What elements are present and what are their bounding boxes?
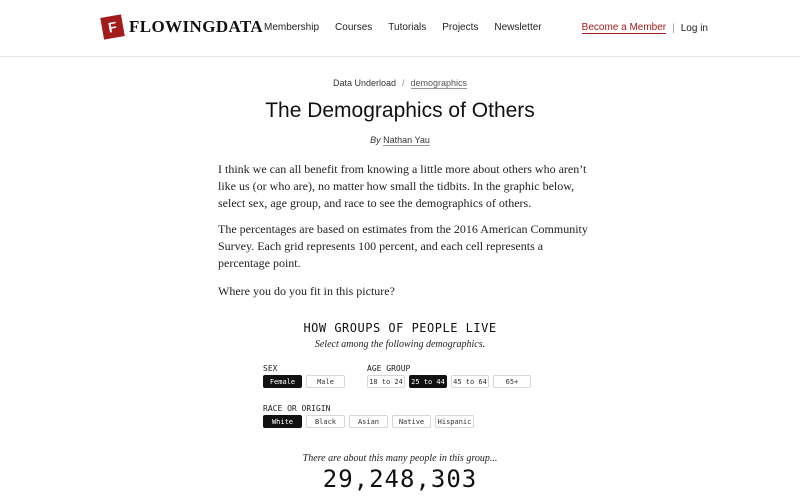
logo-mark-icon: F bbox=[100, 14, 125, 39]
age-option-65-plus[interactable]: 65+ bbox=[493, 375, 531, 388]
method-paragraph: The percentages are based on estimates from the 2016 American Community Survey. Each grid represents 100 percent, and each cell represents a percentage point. bbox=[218, 222, 588, 270]
nav-courses[interactable]: Courses bbox=[335, 22, 373, 33]
population-count-label: There are about this many people in this group... bbox=[302, 453, 498, 464]
race-option-asian[interactable]: Asian bbox=[349, 415, 388, 428]
race-option-native[interactable]: Native bbox=[392, 415, 431, 428]
nav-membership[interactable]: Membership bbox=[264, 22, 320, 33]
race-option-white[interactable]: White bbox=[263, 415, 302, 428]
nav-tutorials[interactable]: Tutorials bbox=[388, 22, 427, 33]
age-group-options bbox=[367, 375, 531, 388]
main-nav bbox=[264, 22, 542, 33]
sex-label: SEX bbox=[263, 364, 278, 373]
viz-title: HOW GROUPS OF PEOPLE LIVE bbox=[303, 321, 497, 335]
breadcrumb-separator: / bbox=[402, 78, 405, 88]
sex-option-female[interactable]: Female bbox=[263, 375, 302, 388]
login-link[interactable]: Log in bbox=[680, 22, 708, 34]
age-option-45-64[interactable]: 45 to 64 bbox=[451, 375, 489, 388]
logo-text: FLOWINGDATA bbox=[129, 17, 264, 36]
age-group-label: AGE GROUP bbox=[367, 364, 411, 373]
age-option-25-44[interactable]: 25 to 44 bbox=[409, 375, 447, 388]
site-logo[interactable] bbox=[102, 16, 263, 38]
byline-prefix: By bbox=[370, 135, 381, 145]
question-paragraph: Where you do you fit in this picture? bbox=[218, 284, 395, 298]
population-count: 29,248,303 bbox=[322, 465, 478, 493]
sex-options bbox=[263, 375, 345, 388]
byline bbox=[0, 135, 800, 145]
sex-option-male[interactable]: Male bbox=[306, 375, 345, 388]
link-separator: | bbox=[672, 22, 675, 34]
age-option-18-24[interactable]: 18 to 24 bbox=[367, 375, 405, 388]
top-navigation-bar bbox=[0, 0, 800, 57]
race-option-hispanic[interactable]: Hispanic bbox=[435, 415, 474, 428]
breadcrumb bbox=[0, 78, 800, 88]
nav-newsletter[interactable]: Newsletter bbox=[494, 22, 542, 33]
race-options bbox=[263, 415, 474, 428]
viz-subtitle: Select among the following demographics. bbox=[314, 339, 486, 350]
account-links bbox=[582, 22, 708, 34]
nav-projects[interactable]: Projects bbox=[442, 22, 479, 33]
become-member-link[interactable]: Become a Member bbox=[581, 22, 667, 33]
intro-paragraph: I think we can all benefit from knowing a little more about others who aren’t like us (or who are), no matter how small the tidbits. In the graphic below, select sex, age group, and race to see the demographics of others. bbox=[218, 162, 587, 210]
author-link[interactable]: Nathan Yau bbox=[383, 135, 430, 145]
breadcrumb-section[interactable]: Data Underload bbox=[332, 78, 396, 88]
breadcrumb-tag[interactable]: demographics bbox=[410, 78, 468, 88]
race-label: RACE OR ORIGIN bbox=[263, 404, 331, 413]
page-title: The Demographics of Others bbox=[265, 99, 535, 122]
race-option-black[interactable]: Black bbox=[306, 415, 345, 428]
